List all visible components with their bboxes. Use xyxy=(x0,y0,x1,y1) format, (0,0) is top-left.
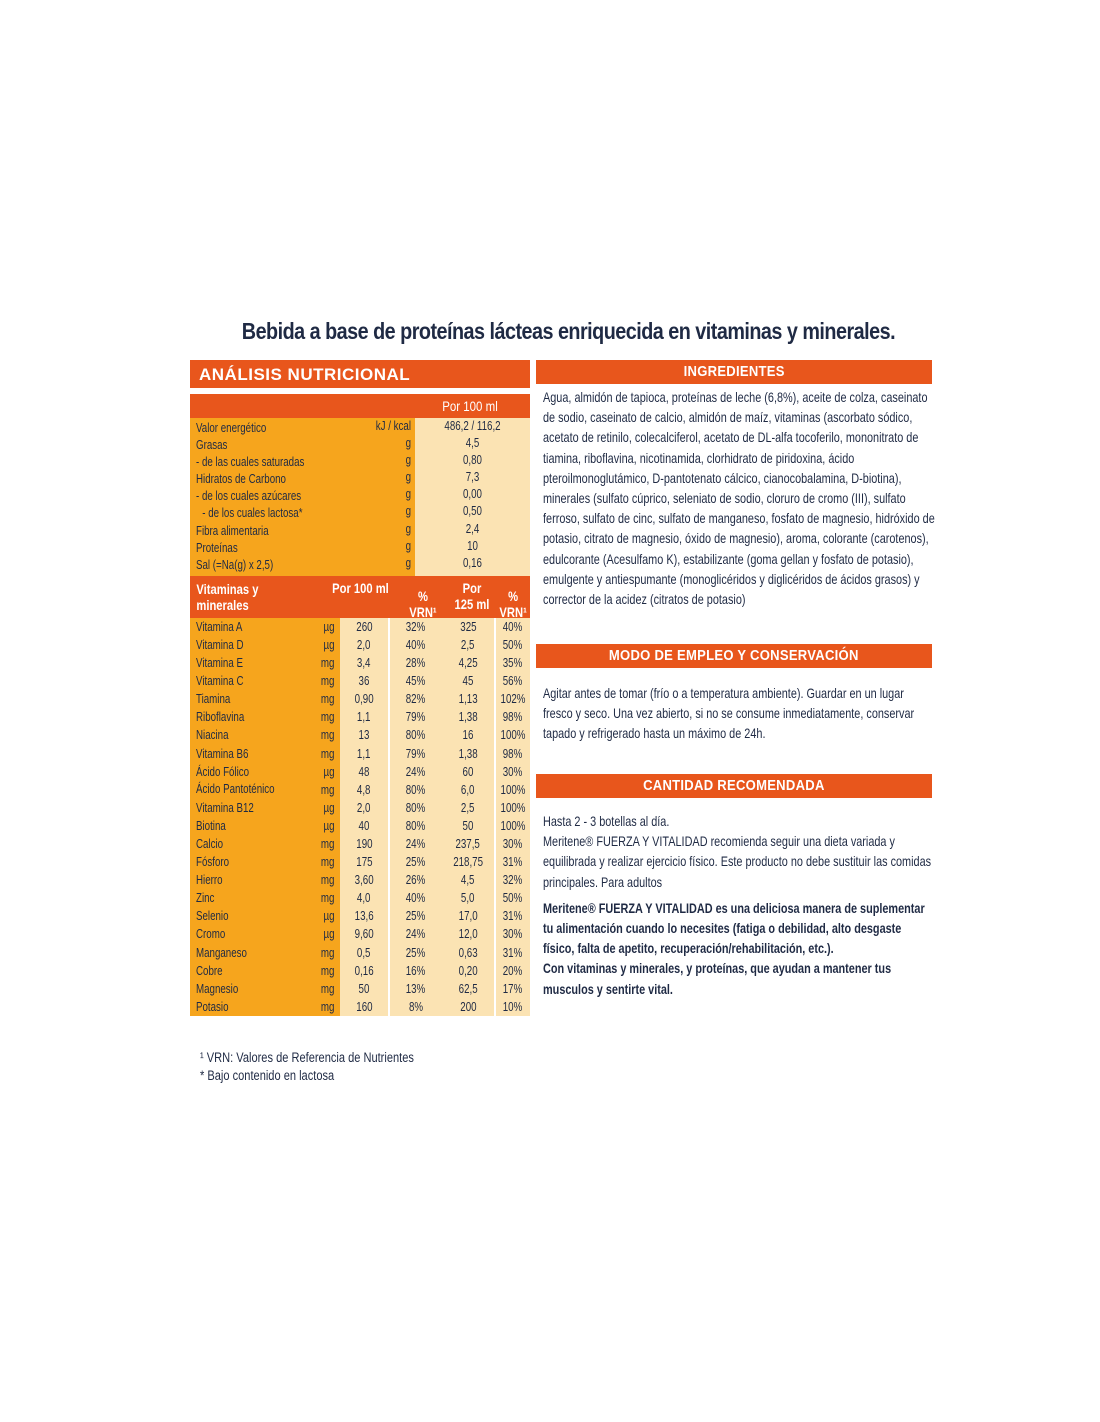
vitamin-per125: 4,25 xyxy=(458,656,478,671)
vitamin-per100: 3,60 xyxy=(354,873,374,888)
vitamin-vrn-per100: 79% xyxy=(406,746,426,761)
vitamin-per100: 260 xyxy=(355,619,373,634)
vitamin-name: Tiamina xyxy=(196,692,231,707)
vitamin-vrn-per100: 24% xyxy=(406,837,426,852)
vitamin-vrn-per100: 32% xyxy=(406,619,426,634)
vitamin-row xyxy=(190,708,530,726)
vitamin-vrn-per125: 100% xyxy=(500,818,526,833)
vitamin-vrn-per100: 28% xyxy=(406,656,426,671)
vitamin-vrn-per100: 80% xyxy=(406,800,426,815)
vitamin-vrn-per125: 100% xyxy=(500,800,526,815)
vitamin-per100: 2,0 xyxy=(357,800,371,815)
vitamin-vrn-per125: 50% xyxy=(503,891,523,906)
vitamins-header-vrn1: % VRN¹ xyxy=(409,587,437,620)
vitamin-per125: 16 xyxy=(462,728,474,743)
vitamin-vrn-per100: 24% xyxy=(406,764,426,779)
vitamin-per125: 218,75 xyxy=(453,855,483,870)
vitamin-row xyxy=(190,907,530,925)
vitamin-name: Cobre xyxy=(196,963,223,978)
vitamin-per125: 237,5 xyxy=(455,837,481,852)
vitamin-unit: mg xyxy=(320,710,335,725)
vitamin-unit: mg xyxy=(320,746,335,761)
vitamin-per100: 0,5 xyxy=(357,945,371,960)
nutrient-label: Hidratos de Carbono xyxy=(196,472,286,487)
info-column xyxy=(536,360,935,1000)
vitamin-unit: mg xyxy=(320,728,335,743)
vitamin-row xyxy=(190,781,530,799)
vitamin-row xyxy=(190,636,530,654)
vitamin-unit: mg xyxy=(320,963,335,978)
nutrient-label: - de las cuales saturadas xyxy=(196,455,305,470)
nutrient-unit: g xyxy=(405,504,411,519)
vitamin-row xyxy=(190,944,530,962)
vitamin-unit: µg xyxy=(323,909,335,924)
vitamin-row xyxy=(190,980,530,998)
vitamin-row xyxy=(190,654,530,672)
nutrient-label: Sal (=Na(g) x 2,5) xyxy=(196,557,274,572)
usage-section xyxy=(536,668,932,774)
ingredients-section xyxy=(536,384,935,624)
nutrient-label: - de los cuales azúcares xyxy=(196,489,302,504)
recommended-dose: Hasta 2 - 3 botellas al día. xyxy=(543,814,670,829)
vitamin-unit: mg xyxy=(320,692,335,707)
page-title: Bebida a base de proteínas lácteas enriquecida en vitaminas y minerales. xyxy=(241,318,896,344)
nutrient-value: 2,4 xyxy=(465,521,480,536)
vitamin-per125: 200 xyxy=(459,999,477,1014)
vitamin-vrn-per125: 98% xyxy=(503,710,523,725)
vitamin-name: Cromo xyxy=(196,927,226,942)
vitamin-unit: µg xyxy=(323,637,335,652)
usage-header xyxy=(536,644,932,668)
analysis-title: ANÁLISIS NUTRICIONAL xyxy=(190,360,530,388)
vitamin-per125: 2,5 xyxy=(461,800,475,815)
nutrient-value: 0,00 xyxy=(463,487,482,502)
vitamin-unit: µg xyxy=(323,764,335,779)
vitamin-vrn-per100: 25% xyxy=(406,909,426,924)
vitamin-per125: 62,5 xyxy=(458,981,478,996)
vitamin-per125: 0,63 xyxy=(458,945,478,960)
vitamin-vrn-per125: 31% xyxy=(503,945,523,960)
per-100ml-label: Por 100 ml xyxy=(442,398,498,414)
vitamin-vrn-per125: 30% xyxy=(503,837,523,852)
vitamin-unit: mg xyxy=(320,891,335,906)
vitamin-row xyxy=(190,925,530,943)
vitamin-name: Calcio xyxy=(196,837,224,852)
nutrient-label: Proteínas xyxy=(196,540,238,555)
vitamin-per100: 13 xyxy=(358,728,370,743)
vitamin-vrn-per100: 79% xyxy=(406,710,426,725)
nutrient-unit: g xyxy=(405,487,411,502)
nutrient-label: Grasas xyxy=(196,438,228,453)
nutrition-table xyxy=(190,360,530,1016)
vitamin-row xyxy=(190,835,530,853)
vitamin-per125: 50 xyxy=(462,818,474,833)
vitamin-vrn-per100: 26% xyxy=(406,873,426,888)
vitamin-per125: 1,38 xyxy=(458,710,478,725)
vitamin-per100: 0,90 xyxy=(354,692,374,707)
vitamin-unit: mg xyxy=(320,999,335,1014)
usage-text: Agitar antes de tomar (frío o a temperatura ambiente). Guardar en un lugar fresco y seco. Una vez abierto, si no se consume inmediatamente, conservar tapado y refrigerado hasta un máximo de 24h. xyxy=(543,686,915,742)
vitamin-per125: 1,13 xyxy=(458,692,478,707)
vitamin-per125: 2,5 xyxy=(461,637,475,652)
recommended-header xyxy=(536,774,932,798)
recommended-text: Meritene® FUERZA Y VITALIDAD recomienda seguir una dieta variada y equilibrada y realizar ejercicio físico. Este producto no debe sustituir las comidas principales. Para adultos xyxy=(543,834,932,890)
nutrient-units xyxy=(361,418,415,576)
vitamins-table xyxy=(190,618,530,1016)
per-100ml-header xyxy=(190,394,530,418)
vitamin-vrn-per125: 31% xyxy=(503,909,523,924)
vitamin-per125: 1,38 xyxy=(458,746,478,761)
vitamin-per100: 160 xyxy=(355,999,373,1014)
vitamins-header-per125: Por 125 ml xyxy=(454,579,490,612)
vitamin-vrn-per125: 40% xyxy=(503,619,523,634)
vitamin-name: Potasio xyxy=(196,999,229,1014)
vitamin-vrn-per125: 56% xyxy=(503,674,523,689)
vitamin-row xyxy=(190,871,530,889)
nutrient-label: Valor energético xyxy=(196,421,267,435)
vitamin-per125: 60 xyxy=(462,764,474,779)
vitamin-vrn-per125: 100% xyxy=(500,728,526,743)
nutrient-label: - de los cuales lactosa* xyxy=(202,506,303,521)
nutrient-value: 0,16 xyxy=(463,555,482,570)
vitamin-per125: 17,0 xyxy=(458,909,478,924)
vitamin-per100: 2,0 xyxy=(357,637,371,652)
vitamin-per100: 0,16 xyxy=(354,963,374,978)
vitamin-name: Vitamina D xyxy=(196,637,244,652)
footnotes xyxy=(200,1049,461,1085)
vitamin-per100: 4,0 xyxy=(357,891,371,906)
vitamin-unit: mg xyxy=(320,782,335,797)
nutrient-value: 486,2 / 116,2 xyxy=(444,419,501,433)
nutrient-unit: g xyxy=(405,538,411,553)
vitamin-per125: 5,0 xyxy=(461,891,475,906)
vitamin-name: Ácido Fólico xyxy=(196,764,250,779)
recommended-bold-claim: Meritene® FUERZA Y VITALIDAD es una deliciosa manera de suplementar tu alimentación cuando lo necesites (fatiga o debilidad, alto desgaste físico, falta de apetito, recuperación/rehabilitación, etc.). xyxy=(543,900,925,957)
vitamin-per100: 48 xyxy=(358,764,370,779)
vitamin-name: Vitamina E xyxy=(196,656,243,671)
vitamin-name: Biotina xyxy=(196,818,226,833)
vitamin-row xyxy=(190,998,530,1016)
vitamin-per125: 325 xyxy=(459,619,477,634)
vitamin-name: Fósforo xyxy=(196,855,230,870)
vitamins-header-label: Vitaminas y minerales xyxy=(196,580,259,613)
vitamins-header-per100: Por 100 ml xyxy=(332,579,389,596)
vitamin-name: Hierro xyxy=(196,873,223,888)
nutrient-unit: g xyxy=(405,453,411,468)
vitamin-row xyxy=(190,745,530,763)
vitamin-per125: 0,20 xyxy=(458,963,478,978)
vitamin-vrn-per125: 10% xyxy=(503,999,523,1014)
vitamin-unit: µg xyxy=(323,800,335,815)
vitamin-name: Riboflavina xyxy=(196,710,245,725)
vitamin-per100: 40 xyxy=(358,818,370,833)
vitamin-vrn-per100: 40% xyxy=(406,891,426,906)
vitamin-row xyxy=(190,853,530,871)
vitamin-per125: 4,5 xyxy=(461,873,475,888)
nutrient-unit: g xyxy=(405,521,411,536)
vitamin-per100: 36 xyxy=(358,674,370,689)
footnote-vrn: ¹ VRN: Valores de Referencia de Nutrientes xyxy=(200,1050,414,1065)
nutrient-unit: kJ / kcal xyxy=(375,419,411,433)
vitamin-name: Ácido Pantoténico xyxy=(196,782,275,797)
vitamin-row xyxy=(190,672,530,690)
vitamin-vrn-per100: 8% xyxy=(408,999,424,1014)
vitamin-vrn-per125: 31% xyxy=(503,855,523,870)
nutrient-value: 4,5 xyxy=(465,436,480,451)
vitamin-vrn-per100: 40% xyxy=(406,637,426,652)
vitamin-vrn-per100: 16% xyxy=(406,963,426,978)
vitamin-per100: 3,4 xyxy=(357,656,371,671)
vitamin-per125: 45 xyxy=(462,674,474,689)
vitamin-name: Niacina xyxy=(196,728,229,743)
vitamin-row xyxy=(190,763,530,781)
vitamin-unit: mg xyxy=(320,945,335,960)
vitamin-name: Selenio xyxy=(196,909,229,924)
usage-title: MODO DE EMPLEO Y CONSERVACIÓN xyxy=(609,648,859,664)
vitamin-unit: mg xyxy=(320,837,335,852)
vitamin-name: Manganeso xyxy=(196,945,247,960)
vitamin-vrn-per100: 24% xyxy=(406,927,426,942)
vitamin-name: Vitamina C xyxy=(196,674,244,689)
vitamin-name: Vitamina B6 xyxy=(196,746,249,761)
vitamin-vrn-per100: 25% xyxy=(406,945,426,960)
vitamin-unit: mg xyxy=(320,674,335,689)
footnote-lactose: * Bajo contenido en lactosa xyxy=(200,1068,335,1083)
vitamin-per100: 9,60 xyxy=(354,927,374,942)
vitamin-vrn-per100: 80% xyxy=(406,818,426,833)
vitamin-per100: 13,6 xyxy=(354,909,374,924)
vitamin-row xyxy=(190,889,530,907)
vitamin-vrn-per100: 45% xyxy=(406,674,426,689)
vitamin-row xyxy=(190,726,530,744)
nutrient-unit: g xyxy=(405,470,411,485)
nutrient-value: 7,3 xyxy=(465,470,480,485)
vitamin-unit: mg xyxy=(320,873,335,888)
vitamin-vrn-per100: 80% xyxy=(406,782,426,797)
recommended-section xyxy=(536,798,932,1000)
nutrient-labels xyxy=(190,418,361,576)
vitamin-row xyxy=(190,817,530,835)
vitamin-vrn-per100: 80% xyxy=(406,728,426,743)
vitamin-unit: µg xyxy=(323,818,335,833)
ingredients-header xyxy=(536,360,932,384)
nutrient-unit: g xyxy=(405,436,411,451)
vitamin-unit: mg xyxy=(320,981,335,996)
vitamin-name: Zinc xyxy=(196,891,215,906)
nutrient-value: 0,80 xyxy=(463,453,482,468)
vitamin-per100: 1,1 xyxy=(357,746,371,761)
vitamin-vrn-per125: 98% xyxy=(503,746,523,761)
vitamin-per100: 1,1 xyxy=(357,710,371,725)
ingredients-text: Agua, almidón de tapioca, proteínas de leche (6,8%), aceite de colza, caseinato de sodio, caseinato de calcio, almidón de maíz, vitaminas (ascorbato sódico, acetato de retinilo, colecalciferol, acetato de DL-alfa tocoferilo, mononitrato de tiamina, riboflavina, nicotinamida, clorhidrato de piridoxina, ácido pteroilmonoglutámico, D-pantotenato cálcico, cianocobalamina, D-biotina), minerales (sulfato cúprico, seleniato de sodio, cloruro de cromo (III), sulfato ferroso, sulfato de cinc, sulfato de manganeso, fosfato de magnesio, hidróxido de potasio, citrato de magnesio, óxido de magnesio), aroma, colorante (carotenos), edulcorante (Acesulfamo K), estabilizante (goma gellan y fosfato de potasio), emulgente y antiespumante (monoglicéridos y diglicéridos de ácidos grasos) y corrector de la acidez (citratos de potasio) xyxy=(543,390,935,608)
vitamin-per125: 12,0 xyxy=(458,927,478,942)
vitamins-header-vrn2: % VRN¹ xyxy=(499,587,527,620)
vitamin-per100: 175 xyxy=(355,855,373,870)
vitamin-unit: µg xyxy=(323,619,335,634)
vitamin-vrn-per125: 20% xyxy=(503,963,523,978)
nutrients-block xyxy=(190,418,530,576)
vitamin-per100: 190 xyxy=(355,837,373,852)
vitamin-row xyxy=(190,962,530,980)
vitamin-vrn-per125: 32% xyxy=(503,873,523,888)
vitamin-vrn-per125: 30% xyxy=(503,927,523,942)
nutrient-values xyxy=(415,418,530,576)
vitamin-vrn-per125: 102% xyxy=(500,692,526,707)
vitamin-unit: mg xyxy=(320,855,335,870)
vitamin-per125: 6,0 xyxy=(461,782,475,797)
nutrient-value: 0,50 xyxy=(463,504,482,519)
ingredients-title: INGREDIENTES xyxy=(683,364,785,380)
vitamin-vrn-per125: 50% xyxy=(503,637,523,652)
vitamin-vrn-per125: 100% xyxy=(500,782,526,797)
vitamin-vrn-per100: 82% xyxy=(406,692,426,707)
vitamins-header xyxy=(190,576,530,618)
vitamin-per100: 4,8 xyxy=(357,782,371,797)
vitamin-unit: mg xyxy=(320,656,335,671)
vitamin-row xyxy=(190,799,530,817)
vitamin-row xyxy=(190,690,530,708)
vitamin-vrn-per100: 25% xyxy=(406,855,426,870)
nutrient-unit: g xyxy=(405,555,411,570)
vitamin-unit: µg xyxy=(323,927,335,942)
vitamin-vrn-per100: 13% xyxy=(406,981,426,996)
recommended-title: CANTIDAD RECOMENDADA xyxy=(643,778,825,794)
vitamin-row xyxy=(190,618,530,636)
vitamin-vrn-per125: 17% xyxy=(503,981,523,996)
vitamin-vrn-per125: 35% xyxy=(503,656,523,671)
vitamin-name: Vitamina B12 xyxy=(196,800,254,815)
vitamin-name: Vitamina A xyxy=(196,619,243,634)
vitamin-per100: 50 xyxy=(358,981,370,996)
vitamin-vrn-per125: 30% xyxy=(503,764,523,779)
nutrient-value: 10 xyxy=(467,538,478,553)
nutrient-label: Fibra alimentaria xyxy=(196,523,269,538)
recommended-bold-benefits: Con vitaminas y minerales, y proteínas, que ayudan a mantener tus musculos y sentirte vital. xyxy=(543,961,892,997)
vitamin-name: Magnesio xyxy=(196,981,239,996)
